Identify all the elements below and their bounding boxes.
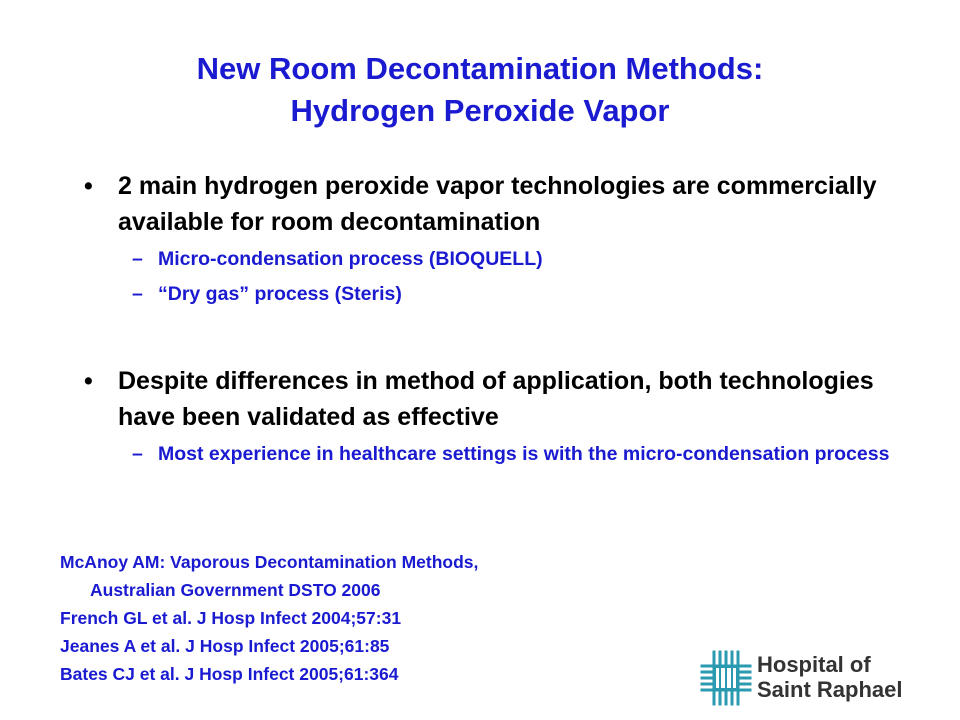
slide-title	[0, 48, 960, 132]
logo-line1: Hospital of	[757, 652, 871, 677]
sub-bullet-item	[84, 280, 904, 309]
bullet-text: Despite differences in method of application, both technologies have been validated as effective	[118, 367, 874, 431]
reference-line: French GL et al. J Hosp Infect 2004;57:31	[60, 608, 402, 628]
sub-bullet-text: Micro-condensation process (BIOQUELL)	[158, 248, 543, 270]
reference-line: Australian Government DSTO 2006	[90, 580, 381, 600]
bullet-item	[84, 168, 904, 240]
sub-bullet-item	[84, 440, 904, 469]
logo-text	[757, 652, 902, 702]
sub-bullet-marker: –	[132, 283, 143, 305]
reference-line: McAnoy AM: Vaporous Decontamination Methods,	[60, 552, 479, 572]
sub-bullet-text: “Dry gas” process (Steris)	[158, 283, 402, 305]
bullet-marker: •	[84, 172, 93, 200]
bullet-marker: •	[84, 367, 93, 395]
slide-title-line2: Hydrogen Peroxide Vapor	[290, 93, 670, 128]
sub-bullet-marker: –	[132, 443, 143, 465]
bullet-item	[84, 363, 904, 435]
logo-line2: Saint Raphael	[757, 677, 903, 702]
bullet-list	[84, 168, 904, 469]
reference-line: Bates CJ et al. J Hosp Infect 2005;61:364	[60, 664, 399, 684]
sub-bullet-marker: –	[132, 248, 143, 270]
reference-line: Jeanes A et al. J Hosp Infect 2005;61:85	[60, 636, 390, 656]
bullet-text: 2 main hydrogen peroxide vapor technologies are commercially available for room decontamination	[118, 172, 877, 236]
reference-list	[60, 548, 478, 688]
slide-title-line1: New Room Decontamination Methods:	[196, 51, 764, 86]
sub-bullet-item	[84, 245, 904, 274]
sub-bullet-text: Most experience in healthcare settings is with the micro-condensation process	[158, 443, 890, 465]
